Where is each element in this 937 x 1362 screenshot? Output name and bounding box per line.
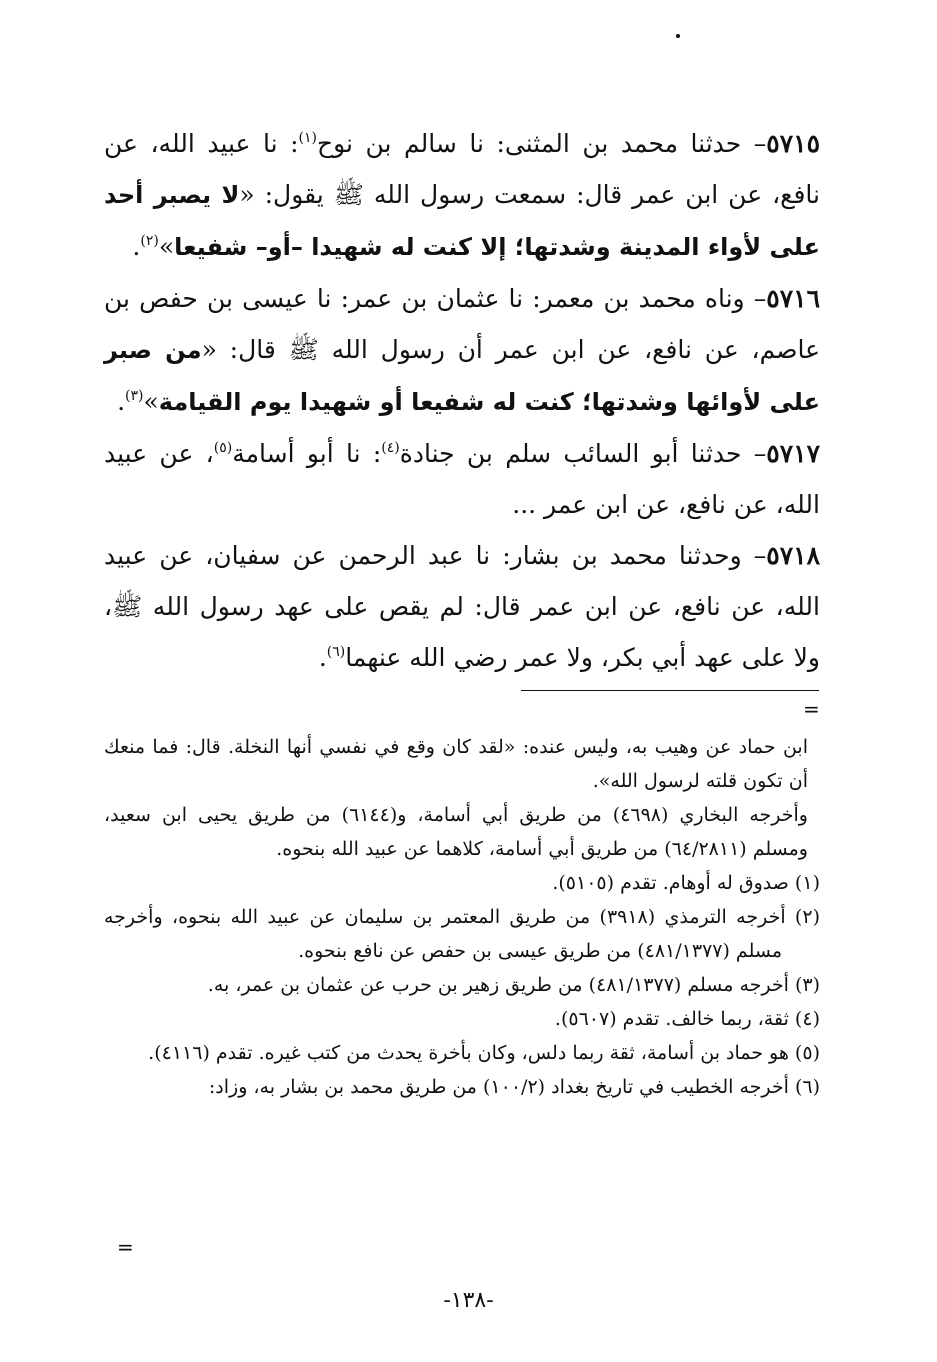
footnote-ref: (٥): [213, 440, 233, 456]
footnote-ref: (١): [298, 130, 317, 146]
hadith-text: .: [318, 643, 327, 672]
hadith-number: ٥٧١٦: [766, 284, 820, 313]
continuation-marker: =: [803, 697, 820, 721]
hadith-text: »: [143, 387, 159, 416]
hadith-text: – حدثنا أبو السائب سلم بن جنادة: [399, 439, 767, 468]
hadith-text: .: [117, 387, 126, 416]
footnote-1: (١) صدوق له أوهام. تقدم (٥١٠٥).: [552, 872, 820, 894]
footnote-ref: (٤): [381, 440, 400, 456]
hadith-quote: لا يصبر أحد على لأواء المدينة وشدتها؛ إلا كنت له شهيدا –أو– شفيعا: [104, 181, 820, 261]
hadith-text: »: [158, 232, 175, 261]
hadith-text: : نا أبو أسامة: [232, 439, 382, 468]
hadith-text: – وحدثنا محمد بن بشار: نا عبد الرحمن عن سفيان، عن عبيد الله، عن نافع، عن ابن عمر قال: لم يقص على عهد رسول الله ﷺ، ولا على عهد أبي بكر، ولا عمر رضي الله عنهما: [104, 541, 820, 672]
footnote-continuation: وأخرجه البخاري (٤٦٩٨) من طريق أبي أسامة، و(٦١٤٤) من طريق يحيى ابن سعيد، ومسلم (٦٤/٢٨١١) من طريق أبي أسامة، كلاهما عن عبيد الله بنحوه.: [104, 804, 808, 860]
footnote-ref: (٦): [326, 644, 346, 660]
footnote-ref: (٣): [125, 388, 144, 404]
footnote-6: (٦) أخرجه الخطيب في تاريخ بغداد (١٠٠/٢) من طريق محمد بن بشار به، وزاد:: [208, 1076, 820, 1098]
hadith-text: ، عن عبيد الله، عن نافع، عن ابن عمر ...: [104, 439, 820, 519]
hadith-text: – حدثنا محمد بن المثنى: نا سالم بن نوح: [316, 129, 767, 158]
hadith-5715: [104, 118, 820, 273]
footnote-ref: (٢): [140, 233, 159, 249]
footnote-4: (٤) ثقة، ربما خالف. تقدم (٥٦٠٧).: [554, 1008, 820, 1030]
main-text: [104, 118, 820, 683]
hadith-5718: [104, 530, 820, 683]
hadith-number: ٥٧١٧: [766, 439, 820, 468]
hadith-text: : نا عبيد الله، عن نافع، عن ابن عمر قال: سمعت رسول الله ﷺ يقول: «: [104, 129, 820, 209]
footnote-5: (٥) هو حماد بن أسامة، ثقة ربما دلس، وكان بأخرة يحدث من كتب غيره. تقدم (٤١١٦).: [148, 1042, 820, 1064]
hadith-number: ٥٧١٥: [766, 129, 821, 158]
hadith-text: .: [132, 232, 141, 261]
hadith-5717: [104, 428, 820, 530]
hadith-quote: من صبر على لأوائها وشدتها؛ كنت له شفيعا أو شهيدا يوم القيامة: [104, 336, 820, 416]
footnote-separator: [521, 690, 819, 691]
footnote-3: (٣) أخرجه مسلم (٤٨١/١٣٧٧) من طريق زهير بن حرب عن عثمان بن عمر، به.: [207, 974, 820, 996]
hadith-5716: [104, 273, 820, 428]
footnote-continuation: ابن حماد عن وهيب به، وليس عنده: «لقد كان وقع في نفسي أنها النخلة. قال: فما منعك أن تكون قلته لرسول الله».: [104, 736, 808, 792]
page-number: -١٣٨-: [443, 1288, 494, 1313]
hadith-text: – وناه محمد بن معمر: نا عثمان بن عمر: نا عيسى بن حفص بن عاصم، عن نافع، عن ابن عمر أن رسول الله ﷺ قال: «: [104, 284, 821, 364]
footnotes-section: [104, 730, 820, 1104]
page-mark-dot: [676, 34, 680, 38]
footnote-2: (٢) أخرجه الترمذي (٣٩١٨) من طريق المعتمر بن سليمان عن عبيد الله بنحوه، وأخرجه مسلم (٤٨١/١٣٧٧) من طريق عيسى بن حفص عن نافع بنحوه.: [104, 906, 820, 962]
continuation-marker-bottom: =: [117, 1235, 134, 1259]
hadith-number: ٥٧١٨: [766, 541, 820, 570]
